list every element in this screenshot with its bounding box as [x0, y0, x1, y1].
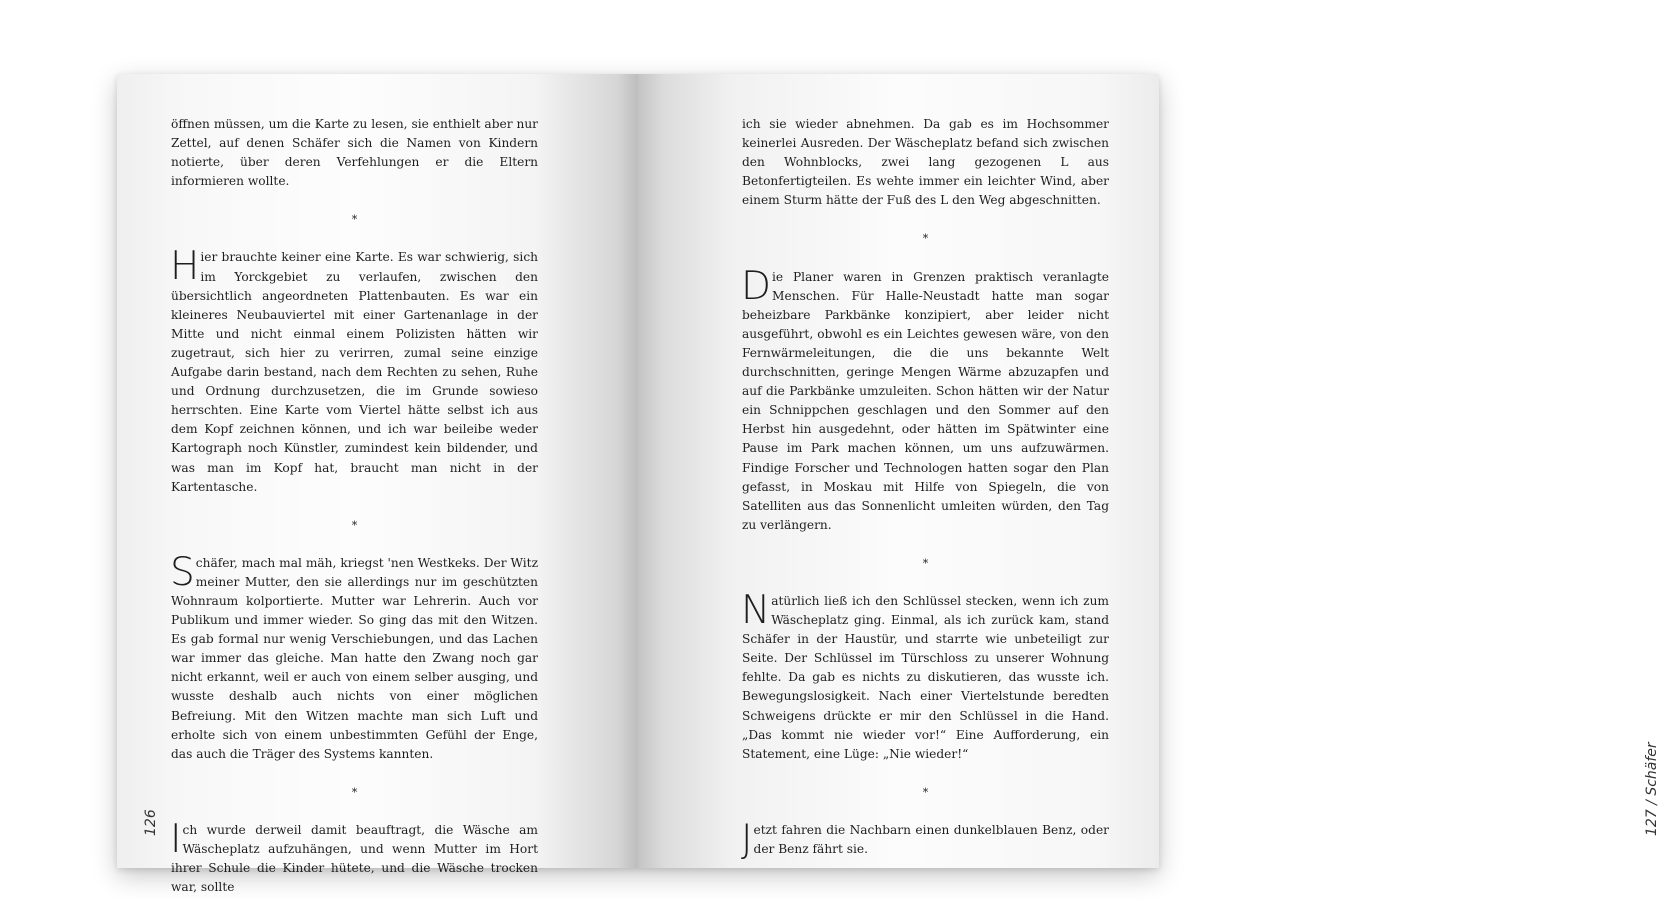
section-separator: *	[922, 556, 929, 570]
drop-cap: H	[170, 244, 200, 290]
left-paragraph-3-text: chäfer, mach mal mäh, kriegst 'nen Westkeks. Der Witz meiner Mutter, den sie allerdings nur im geschützten Wohnraum kolportierte. Mutter war Lehrerin. Auch vor Publikum und immer wieder. So ging das mit den Witzen. Es gab formal nur wenig Verschiebungen, und das Lachen war immer das gleiche. Man hatte den Zwang noch gar nicht erkannt, weil er auch von einem selber ausging, und wusste deshalb auch nichts von einer möglichen Befreiung. Mit den Witzen machte man sich Luft und erholte sich von einem unbestimmten Gefühl der Enge, das auch die Träger des Systems kannten.	[171, 555, 538, 761]
drop-cap: I	[170, 816, 182, 862]
right-paragraph-2-text: ie Planer waren in Grenzen praktisch veranlagte Menschen. Für Halle-Neustadt hatte man sogar beheizbare Parkbänke konzipiert, aber leider nicht ausgeführt, obwohl es ein Leichtes gewesen wäre, von den Fernwärmeleitungen, die die uns bekannte Welt durchschnitten, geringe Mengen Wärme abzuzapfen und auf die Parkbänke umzuleiten. Schon hätten wir der Natur ein Schnippchen geschlagen und den Sommer auf den Herbst hin ausgedehnt, oder hätten im Spätwinter eine Pause im Park machen können, um uns aufzuwärmen. Findige Forscher und Technologen hatten sogar den Plan gefasst, in Moskau mit Hilfe von Spiegeln, die von Satelliten aus das Sonnenlicht umleiten würden, den Tag zu verlängern.	[742, 269, 1109, 532]
right-paragraph-3-text: atürlich ließ ich den Schlüssel stecken, wenn ich zum Wäscheplatz ging. Einmal, als ich zurück kam, stand Schäfer in der Haustür, und starrte wie unbeteiligt zur Seite. Der Schlüssel im Türschloss zu unserer Wohnung fehlte. Da gab es nichts zu diskutieren, das wusste ich. Bewegungslosigkeit. Nach einer Viertelstunde beredten Schweigens drückte er mir den Schlüssel in die Hand. „Das kommt nie wieder vor!“ Eine Aufforderung, ein Statement, eine Lüge: „Nie wieder!“	[742, 593, 1109, 761]
left-page	[117, 74, 638, 895]
left-paragraph-2	[170, 244, 538, 496]
right-paragraph-1: ich sie wieder abnehmen. Da gab es im Hochsommer keinerlei Ausreden. Der Wäscheplatz befand sich zwischen den Wohnblocks, zwei lang gezogenen L aus Betonfertigteilen. Es wehte immer ein leichter Wind, aber einem Sturm hätte der Fuß des L den Weg abgeschnitten.	[742, 117, 1109, 208]
right-paragraph-4	[741, 816, 1109, 862]
section-separator: *	[351, 518, 358, 532]
section-separator: *	[351, 785, 358, 799]
drop-cap: S	[170, 549, 195, 595]
page-number-left: 126	[143, 809, 159, 836]
right-paragraph-2	[741, 263, 1109, 535]
drop-cap: J	[741, 816, 753, 862]
left-paragraph-4-text: ch wurde derweil damit beauftragt, die Wäsche am Wäscheplatz aufzuhängen, und wenn Mutter im Hort ihrer Schule die Kinder hütete, und die Wäsche trocken war, sollte	[171, 822, 538, 895]
book-spread	[117, 74, 1660, 895]
drop-cap: D	[741, 263, 772, 309]
right-paragraph-4-text: etzt fahren die Nachbarn einen dunkelblauen Benz, oder der Benz fährt sie.	[753, 822, 1109, 856]
section-separator: *	[922, 232, 929, 246]
left-page-text	[171, 115, 538, 897]
page-number-right: 127 / Schäfer	[1644, 742, 1660, 836]
left-paragraph-1: öffnen müssen, um die Karte zu lesen, sie enthielt aber nur Zettel, auf denen Schäfer sich die Namen von Kindern notierte, über deren Verfehlungen er die Eltern informieren wollte.	[171, 117, 538, 189]
left-paragraph-3	[170, 549, 538, 764]
section-separator: *	[351, 213, 358, 227]
right-page	[638, 74, 1660, 868]
drop-cap: N	[741, 587, 771, 633]
left-paragraph-4	[170, 816, 538, 897]
section-separator: *	[922, 785, 929, 799]
right-paragraph-3	[741, 587, 1109, 764]
left-paragraph-2-text: ier brauchte keiner eine Karte. Es war schwierig, sich im Yorckgebiet zu verlaufen, zwischen den übersichtlich angeordneten Plattenbauten. Es war ein kleineres Neubauviertel mit einer Gartenanlage in der Mitte und nicht einmal einem Polizisten hätten wir zugetraut, sich hier zu verirren, zumal seine einzige Aufgabe darin bestand, nach dem Rechten zu sehen, Ruhe und Ordnung durchzusetzen, die im Grunde sowieso herrschten. Eine Karte vom Viertel hätte selbst ich aus dem Kopf zeichnen können, und ich war beileibe weder Kartograph noch Künstler, zumindest kein bildender, und was man im Kopf hat, braucht man nicht in der Kartentasche.	[171, 250, 538, 494]
right-page-text	[741, 115, 1109, 862]
